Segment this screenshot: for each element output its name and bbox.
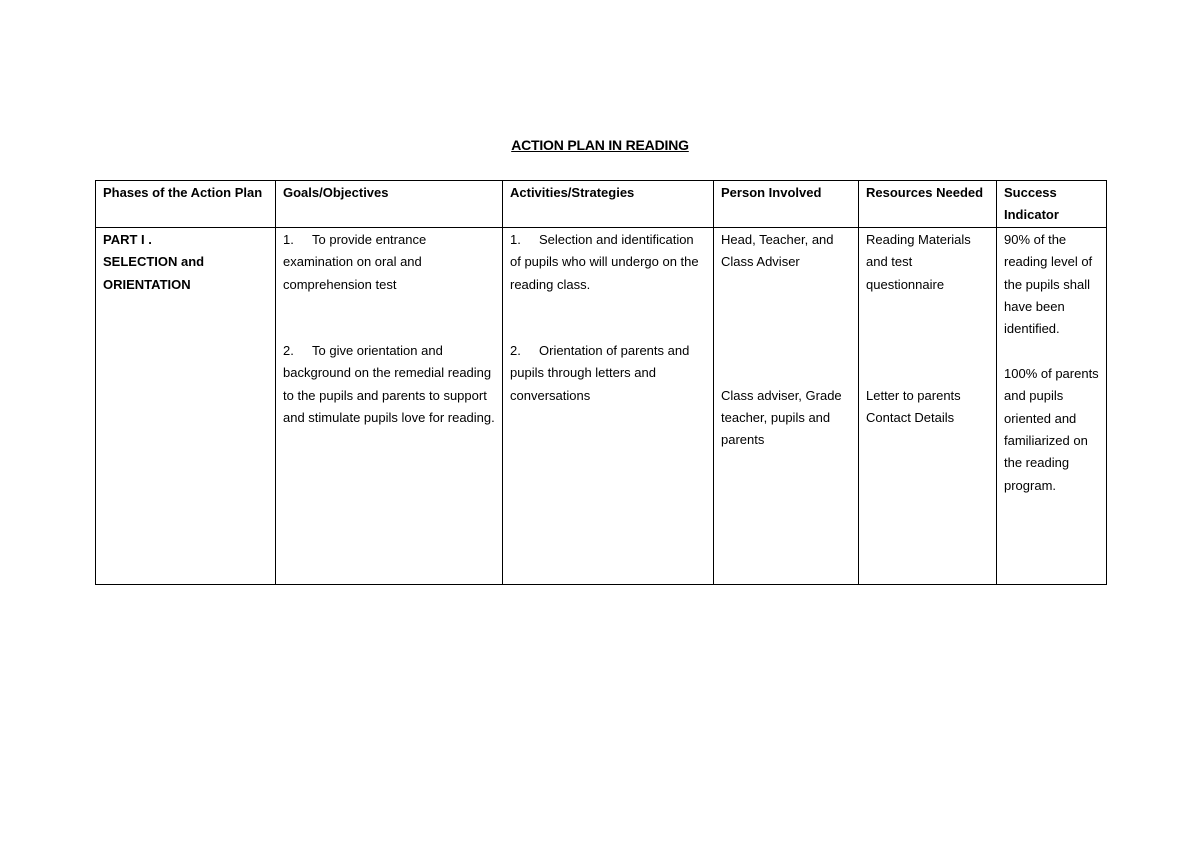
header-success-indicator: Success Indicator <box>997 181 1107 228</box>
resource-item: Contact Details <box>866 410 955 426</box>
phase-name-line2: ORIENTATION <box>103 276 191 292</box>
cell-indicators <box>997 227 1107 584</box>
cell-resources <box>859 227 997 584</box>
document-title: ACTION PLAN IN READING <box>511 137 689 153</box>
header-goals: Goals/Objectives <box>276 181 503 228</box>
goal-text: To give orientation and background on the remedial reading to the pupils and parents to support and stimulate pupils love for reading. <box>283 343 495 426</box>
header-person-involved: Person Involved <box>714 181 859 228</box>
phase-name-line1: SELECTION and <box>103 254 205 270</box>
phase-part: PART I . <box>103 231 152 247</box>
activity-text: Orientation of parents and pupils through letters and conversations <box>510 343 690 403</box>
person-item: Class adviser, Grade teacher, pupils and parents <box>721 387 842 448</box>
activity-text: Selection and identification of pupils who will undergo on the reading class. <box>510 231 699 292</box>
goal-item: 1. To provide entrance examination on oral and comprehension test <box>283 231 427 292</box>
activity-item: 2. Orientation of parents and pupils through letters and conversations <box>510 343 690 403</box>
header-resources-needed: Resources Needed <box>859 181 997 228</box>
person-item: Head, Teacher, and Class Adviser <box>721 231 834 270</box>
header-activities: Activities/Strategies <box>503 181 714 228</box>
cell-activities <box>503 227 714 584</box>
goal-text: To provide entrance examination on oral and comprehension test <box>283 231 427 292</box>
table-header-row <box>96 181 1107 228</box>
activity-item: 1. Selection and identification of pupils who will undergo on the reading class. <box>510 231 699 292</box>
header-phases: Phases of the Action Plan <box>96 181 276 228</box>
indicator-item: 90% of the reading level of the pupils shall have been identified. <box>1004 231 1093 337</box>
resource-item: Reading Materials and test questionnaire <box>866 231 971 292</box>
cell-goals <box>276 227 503 584</box>
table-row <box>96 227 1107 584</box>
action-plan-table <box>95 180 1107 585</box>
indicator-item: 100% of parents and pupils oriented and familiarized on the reading program. <box>1004 365 1099 493</box>
resource-item: Letter to parents <box>866 388 961 404</box>
cell-persons <box>714 227 859 584</box>
goal-item: 2. To give orientation and background on the remedial reading to the pupils and parents to support and stimulate pupils love for reading. <box>283 343 495 426</box>
cell-phase <box>96 227 276 584</box>
